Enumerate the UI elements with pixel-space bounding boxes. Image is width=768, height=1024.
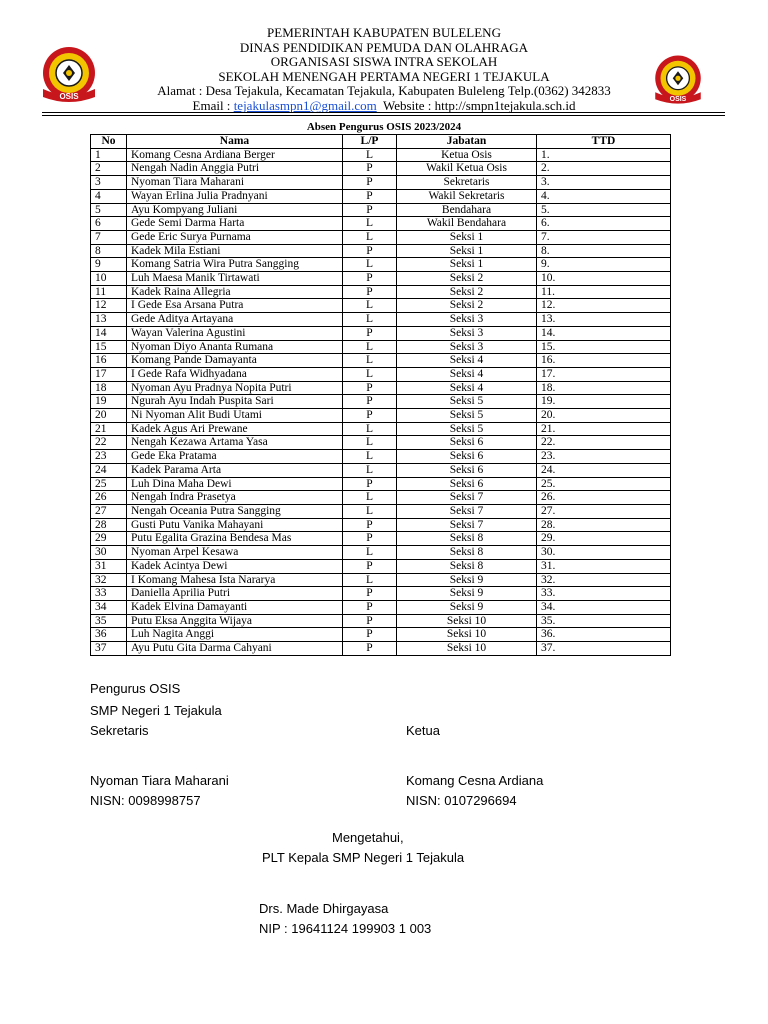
row-ttd: 29. (537, 532, 671, 546)
row-no: 37 (91, 642, 127, 656)
row-no: 9 (91, 258, 127, 272)
row-no: 5 (91, 203, 127, 217)
row-jabatan: Seksi 7 (397, 504, 537, 518)
row-jabatan: Seksi 3 (397, 340, 537, 354)
row-jabatan: Seksi 9 (397, 573, 537, 587)
row-ttd: 17. (537, 367, 671, 381)
row-nama: Wayan Erlina Julia Pradnyani (127, 189, 343, 203)
footer-left-role: Sekretaris (90, 723, 149, 738)
row-lp: L (343, 422, 397, 436)
row-jabatan: Seksi 5 (397, 409, 537, 423)
row-nama: Putu Eksa Anggita Wijaya (127, 614, 343, 628)
footer-head-title: PLT Kepala SMP Negeri 1 Tejakula (262, 850, 465, 865)
row-ttd: 18. (537, 381, 671, 395)
row-nama: Ayu Kompyang Juliani (127, 203, 343, 217)
header-no: No (91, 135, 127, 149)
row-jabatan: Seksi 6 (397, 463, 537, 477)
row-jabatan: Seksi 8 (397, 546, 537, 560)
row-no: 10 (91, 272, 127, 286)
table-row (91, 546, 671, 560)
row-nama: I Gede Rafa Widhyadana (127, 367, 343, 381)
row-lp: P (343, 395, 397, 409)
row-nama: I Gede Esa Arsana Putra (127, 299, 343, 313)
table-row (91, 285, 671, 299)
row-ttd: 36. (537, 628, 671, 642)
row-no: 12 (91, 299, 127, 313)
row-ttd: 20. (537, 409, 671, 423)
row-nama: Ni Nyoman Alit Budi Utami (127, 409, 343, 423)
row-ttd: 2. (537, 162, 671, 176)
row-lp: P (343, 176, 397, 190)
row-jabatan: Seksi 4 (397, 354, 537, 368)
row-lp: L (343, 463, 397, 477)
row-ttd: 28. (537, 518, 671, 532)
table-row (91, 614, 671, 628)
row-nama: Nyoman Tiara Maharani (127, 176, 343, 190)
row-lp: L (343, 573, 397, 587)
row-ttd: 25. (537, 477, 671, 491)
row-jabatan: Seksi 2 (397, 299, 537, 313)
row-lp: P (343, 244, 397, 258)
email-link[interactable]: tejakulasmpn1@gmail.com (233, 97, 377, 113)
row-lp: P (343, 162, 397, 176)
table-row (91, 600, 671, 614)
row-no: 7 (91, 230, 127, 244)
header-jabatan: Jabatan (397, 135, 537, 149)
svg-text:OSIS: OSIS (59, 92, 79, 101)
table-row (91, 395, 671, 409)
row-no: 19 (91, 395, 127, 409)
header-ttd: TTD (537, 135, 671, 149)
row-nama: Nengah Kezawa Artama Yasa (127, 436, 343, 450)
row-jabatan: Seksi 4 (397, 367, 537, 381)
row-ttd: 3. (537, 176, 671, 190)
row-jabatan: Wakil Sekretaris (397, 189, 537, 203)
row-jabatan: Seksi 10 (397, 614, 537, 628)
row-ttd: 19. (537, 395, 671, 409)
row-jabatan: Seksi 10 (397, 642, 537, 656)
row-no: 30 (91, 546, 127, 560)
row-jabatan: Seksi 10 (397, 628, 537, 642)
row-lp: P (343, 409, 397, 423)
row-ttd: 22. (537, 436, 671, 450)
row-lp: L (343, 313, 397, 327)
row-nama: Nengah Nadin Anggia Putri (127, 162, 343, 176)
row-jabatan: Seksi 8 (397, 532, 537, 546)
row-nama: Wayan Valerina Agustini (127, 326, 343, 340)
row-no: 17 (91, 367, 127, 381)
row-lp: L (343, 367, 397, 381)
table-row (91, 477, 671, 491)
header-divider-bottom (42, 115, 725, 116)
table-row (91, 354, 671, 368)
row-lp: P (343, 326, 397, 340)
row-no: 35 (91, 614, 127, 628)
row-no: 31 (91, 559, 127, 573)
row-no: 16 (91, 354, 127, 368)
row-no: 2 (91, 162, 127, 176)
row-jabatan: Seksi 5 (397, 422, 537, 436)
table-row (91, 518, 671, 532)
footer-school: SMP Negeri 1 Tejakula (90, 703, 222, 718)
row-jabatan: Seksi 4 (397, 381, 537, 395)
row-lp: L (343, 148, 397, 162)
row-ttd: 12. (537, 299, 671, 313)
row-lp: L (343, 354, 397, 368)
row-nama: Gusti Putu Vanika Mahayani (127, 518, 343, 532)
footer-right-id: NISN: 0107296694 (406, 793, 517, 808)
table-row (91, 587, 671, 601)
row-lp: L (343, 299, 397, 313)
table-row (91, 642, 671, 656)
row-ttd: 9. (537, 258, 671, 272)
row-lp: P (343, 642, 397, 656)
row-ttd: 31. (537, 559, 671, 573)
row-nama: Gede Aditya Artayana (127, 313, 343, 327)
table-row (91, 258, 671, 272)
row-nama: Kadek Raina Allegria (127, 285, 343, 299)
footer-acknowledged: Mengetahui, (332, 830, 404, 845)
row-nama: Gede Semi Darma Harta (127, 217, 343, 231)
table-row (91, 148, 671, 162)
row-jabatan: Seksi 8 (397, 559, 537, 573)
svg-text:OSIS: OSIS (669, 96, 687, 103)
row-no: 8 (91, 244, 127, 258)
row-jabatan: Seksi 6 (397, 450, 537, 464)
row-ttd: 34. (537, 600, 671, 614)
table-row (91, 272, 671, 286)
row-jabatan: Seksi 1 (397, 258, 537, 272)
website-text: Website : http://smpn1tejakula.sch.id (376, 97, 576, 113)
row-ttd: 4. (537, 189, 671, 203)
row-jabatan: Seksi 2 (397, 285, 537, 299)
row-no: 13 (91, 313, 127, 327)
row-no: 20 (91, 409, 127, 423)
header-address: Alamat : Desa Tejakula, Kecamatan Tejakula, Kabupaten Buleleng Telp.(0362) 342833 (157, 83, 611, 99)
row-no: 18 (91, 381, 127, 395)
row-no: 1 (91, 148, 127, 162)
row-nama: I Komang Mahesa Ista Nararya (127, 573, 343, 587)
row-ttd: 16. (537, 354, 671, 368)
row-no: 27 (91, 504, 127, 518)
table-row (91, 217, 671, 231)
row-nama: Nengah Indra Prasetya (127, 491, 343, 505)
row-ttd: 15. (537, 340, 671, 354)
row-ttd: 1. (537, 148, 671, 162)
row-no: 11 (91, 285, 127, 299)
row-lp: P (343, 518, 397, 532)
row-nama: Ngurah Ayu Indah Puspita Sari (127, 395, 343, 409)
row-lp: P (343, 381, 397, 395)
table-row (91, 409, 671, 423)
footer-head-name: Drs. Made Dhirgayasa (259, 901, 389, 916)
footer-right-role: Ketua (406, 723, 440, 738)
table-row (91, 176, 671, 190)
row-no: 14 (91, 326, 127, 340)
table-row (91, 491, 671, 505)
email-label: Email : (192, 97, 234, 113)
row-ttd: 33. (537, 587, 671, 601)
row-nama: Luh Maesa Manik Tirtawati (127, 272, 343, 286)
table-title: Absen Pengurus OSIS 2023/2024 (306, 121, 462, 133)
row-jabatan: Seksi 3 (397, 313, 537, 327)
row-nama: Nyoman Ayu Pradnya Nopita Putri (127, 381, 343, 395)
row-lp: P (343, 203, 397, 217)
row-jabatan: Seksi 1 (397, 230, 537, 244)
table-row (91, 189, 671, 203)
row-lp: P (343, 272, 397, 286)
footer-head-id: NIP : 19641124 199903 1 003 (259, 921, 432, 936)
row-nama: Ayu Putu Gita Darma Cahyani (127, 642, 343, 656)
table-row (91, 628, 671, 642)
row-nama: Putu Egalita Grazina Bendesa Mas (127, 532, 343, 546)
table-row (91, 559, 671, 573)
table-row (91, 162, 671, 176)
row-ttd: 5. (537, 203, 671, 217)
row-no: 33 (91, 587, 127, 601)
row-ttd: 10. (537, 272, 671, 286)
row-ttd: 37. (537, 642, 671, 656)
row-nama: Gede Eka Pratama (127, 450, 343, 464)
header-line-government: PEMERINTAH KABUPATEN BULELENG (267, 25, 501, 40)
row-no: 25 (91, 477, 127, 491)
row-ttd: 27. (537, 504, 671, 518)
row-no: 4 (91, 189, 127, 203)
table-row (91, 326, 671, 340)
header-line-organization: ORGANISASI SISWA INTRA SEKOLAH (270, 54, 498, 70)
row-ttd: 32. (537, 573, 671, 587)
footer-org: Pengurus OSIS (90, 681, 181, 696)
row-nama: Luh Nagita Anggi (127, 628, 343, 642)
table-row (91, 203, 671, 217)
row-lp: L (343, 546, 397, 560)
row-nama: Kadek Mila Estiani (127, 244, 343, 258)
row-ttd: 14. (537, 326, 671, 340)
table-row (91, 436, 671, 450)
row-nama: Komang Pande Damayanta (127, 354, 343, 368)
row-jabatan: Wakil Ketua Osis (397, 162, 537, 176)
row-jabatan: Seksi 6 (397, 477, 537, 491)
row-nama: Kadek Acintya Dewi (127, 559, 343, 573)
header-lp: L/P (343, 135, 397, 149)
row-nama: Komang Satria Wira Putra Sangging (127, 258, 343, 272)
row-lp: P (343, 559, 397, 573)
row-lp: P (343, 614, 397, 628)
row-lp: L (343, 258, 397, 272)
row-no: 26 (91, 491, 127, 505)
row-lp: L (343, 504, 397, 518)
row-jabatan: Seksi 3 (397, 326, 537, 340)
table-row (91, 244, 671, 258)
row-jabatan: Ketua Osis (397, 148, 537, 162)
row-no: 22 (91, 436, 127, 450)
row-nama: Nyoman Diyo Ananta Rumana (127, 340, 343, 354)
table-row (91, 299, 671, 313)
row-nama: Kadek Elvina Damayanti (127, 600, 343, 614)
footer-left-id: NISN: 0098998757 (90, 793, 201, 808)
row-jabatan: Seksi 6 (397, 436, 537, 450)
row-ttd: 8. (537, 244, 671, 258)
table-header-row (91, 135, 671, 149)
row-lp: L (343, 436, 397, 450)
row-ttd: 11. (537, 285, 671, 299)
row-lp: P (343, 477, 397, 491)
header-line-agency: DINAS PENDIDIKAN PEMUDA DAN OLAHRAGA (239, 39, 529, 55)
row-jabatan: Seksi 9 (397, 600, 537, 614)
row-nama: Nengah Oceania Putra Sangging (127, 504, 343, 518)
attendance-table (90, 134, 671, 656)
row-no: 34 (91, 600, 127, 614)
row-no: 6 (91, 217, 127, 231)
row-ttd: 35. (537, 614, 671, 628)
table-row (91, 381, 671, 395)
row-ttd: 24. (537, 463, 671, 477)
table-row (91, 463, 671, 477)
row-no: 15 (91, 340, 127, 354)
row-jabatan: Seksi 7 (397, 518, 537, 532)
row-nama: Komang Cesna Ardiana Berger (127, 148, 343, 162)
row-jabatan: Wakil Bendahara (397, 217, 537, 231)
row-lp: L (343, 230, 397, 244)
row-lp: L (343, 450, 397, 464)
row-lp: L (343, 340, 397, 354)
row-lp: P (343, 532, 397, 546)
table-row (91, 422, 671, 436)
row-ttd: 23. (537, 450, 671, 464)
header-nama: Nama (127, 135, 343, 149)
row-jabatan: Seksi 7 (397, 491, 537, 505)
row-no: 21 (91, 422, 127, 436)
row-jabatan: Sekretaris (397, 176, 537, 190)
row-nama: Gede Eric Surya Purnama (127, 230, 343, 244)
row-jabatan: Seksi 2 (397, 272, 537, 286)
row-nama: Luh Dina Maha Dewi (127, 477, 343, 491)
row-ttd: 21. (537, 422, 671, 436)
row-jabatan: Seksi 9 (397, 587, 537, 601)
table-row (91, 532, 671, 546)
row-lp: P (343, 189, 397, 203)
row-ttd: 6. (537, 217, 671, 231)
header-divider-top (42, 112, 725, 113)
table-row (91, 367, 671, 381)
row-no: 24 (91, 463, 127, 477)
row-lp: P (343, 587, 397, 601)
table-row (91, 230, 671, 244)
row-ttd: 13. (537, 313, 671, 327)
table-row (91, 504, 671, 518)
row-lp: P (343, 628, 397, 642)
header-line-school: SEKOLAH MENENGAH PERTAMA NEGERI 1 TEJAKULA (218, 68, 550, 84)
row-no: 32 (91, 573, 127, 587)
row-no: 23 (91, 450, 127, 464)
row-ttd: 26. (537, 491, 671, 505)
table-row (91, 450, 671, 464)
row-lp: P (343, 285, 397, 299)
footer-right-name: Komang Cesna Ardiana (406, 773, 544, 788)
row-no: 29 (91, 532, 127, 546)
row-jabatan: Seksi 5 (397, 395, 537, 409)
row-nama: Kadek Parama Arta (127, 463, 343, 477)
row-no: 28 (91, 518, 127, 532)
letterhead (0, 26, 768, 114)
row-ttd: 30. (537, 546, 671, 560)
table-row (91, 573, 671, 587)
row-lp: P (343, 600, 397, 614)
row-nama: Nyoman Arpel Kesawa (127, 546, 343, 560)
row-no: 36 (91, 628, 127, 642)
row-jabatan: Bendahara (397, 203, 537, 217)
row-lp: L (343, 491, 397, 505)
table-row (91, 340, 671, 354)
table-row (91, 313, 671, 327)
row-jabatan: Seksi 1 (397, 244, 537, 258)
row-nama: Kadek Agus Ari Prewane (127, 422, 343, 436)
row-nama: Daniella Aprilia Putri (127, 587, 343, 601)
row-lp: L (343, 217, 397, 231)
row-no: 3 (91, 176, 127, 190)
row-ttd: 7. (537, 230, 671, 244)
footer-left-name: Nyoman Tiara Maharani (90, 773, 229, 788)
